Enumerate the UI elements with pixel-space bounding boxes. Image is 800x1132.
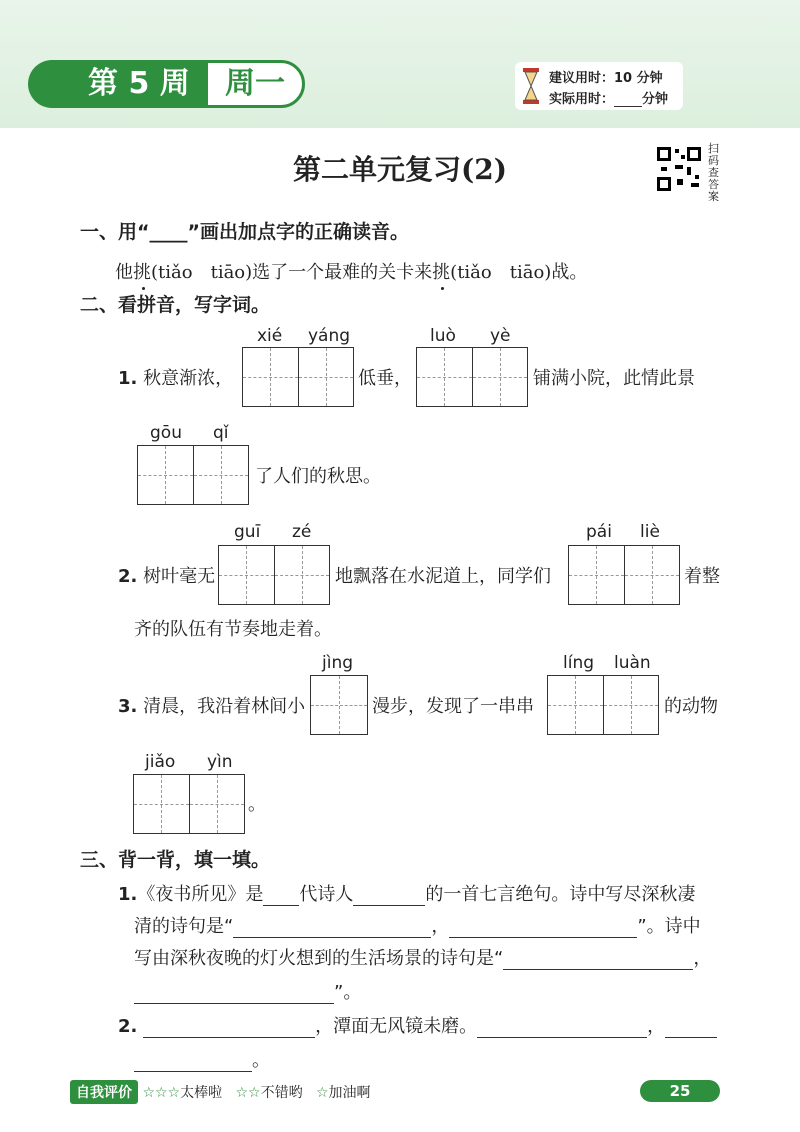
q3-text-c: 的动物 [664,696,718,717]
pinyin: luò [430,326,456,346]
q3-text-b: 漫步，发现了一串串 [372,696,534,717]
answer-blank[interactable] [143,1019,315,1038]
header-band [0,0,800,128]
writing-grid[interactable] [137,445,249,505]
week-label: 第 5 周 [28,60,218,108]
pinyin: líng [563,653,595,673]
writing-grid[interactable] [568,545,680,605]
answer-blank[interactable] [233,919,431,938]
answer-blank[interactable] [503,951,693,970]
pinyin: yè [490,326,511,346]
pinyin: jiǎo [145,752,176,772]
answer-blank[interactable] [134,1053,252,1072]
q3-text-a: 3. 清晨，我沿着林间小 [118,696,306,717]
q1-text-b: 低垂， [358,368,412,389]
q2-text-c: 着整 [684,566,720,587]
self-evaluation: 自我评价 ☆☆☆太棒啦 ☆☆不错哟 ☆加油啊 [70,1080,371,1104]
q2-text-b: 地飘落在水泥道上，同学们 [335,566,551,587]
answer-blank[interactable] [134,985,334,1004]
s3-q1-line1: 1.《夜书所见》是 代诗人 的一首七言绝句。诗中写尽深秋凄 [118,884,696,905]
pinyin: pái [586,522,612,542]
star-icon[interactable]: ☆☆ [235,1085,261,1101]
writing-grid[interactable] [547,675,659,735]
writing-grid[interactable] [133,774,245,834]
q2-text-a: 2. 树叶毫无 [118,566,216,587]
suggested-time: 建议用时：10 分钟 [549,71,663,86]
writing-grid[interactable] [218,545,330,605]
actual-time: 实际用时： 分钟 [549,92,669,107]
star-icon[interactable]: ☆ [315,1085,329,1101]
q2-text-d: 齐的队伍有节奏地走着。 [134,619,332,640]
section2-heading: 二、看拼音，写字词。 [80,294,271,316]
day-label: 周一 [205,60,305,108]
answer-blank[interactable] [665,1019,717,1038]
writing-grid[interactable] [416,347,528,407]
writing-grid[interactable] [242,347,354,407]
star-icon[interactable]: ☆☆☆ [142,1085,181,1101]
time-box [515,62,683,110]
q1-text-a: 1. 秋意渐浓， [118,368,234,389]
page-title: 第二单元复习(2) [293,153,507,186]
pinyin: liè [640,522,660,542]
pinyin: jìng [322,653,354,673]
hourglass-icon [523,68,539,104]
answer-blank[interactable] [477,1019,647,1038]
qr-label: 扫码查答案 [708,142,719,203]
answer-blank[interactable] [263,887,299,906]
section1-heading: 一、用“____”画出加点字的正确读音。 [80,221,409,243]
s3-q1-line3: 写由深秋夜晚的灯火想到的生活场景的诗句是“ ， [134,948,712,969]
pinyin: xié [257,326,283,346]
pinyin: qǐ [213,423,229,443]
s3-q2-line2: 。 [134,1046,270,1072]
pinyin: yáng [308,326,351,346]
answer-blank[interactable] [353,887,425,906]
q3-text-d: 。 [248,794,266,815]
s3-q1-line4: ”。 [134,978,361,1004]
qr-code-icon[interactable] [655,145,703,193]
q1-text-d: 了人们的秋思。 [255,466,381,487]
pinyin: zé [292,522,312,542]
page-number: 25 [640,1080,720,1102]
eval-label: 自我评价 [70,1080,138,1104]
section3-heading: 三、背一背，填一填。 [80,849,271,871]
dotted-char: 挑 [133,262,151,283]
pinyin: yìn [207,752,233,772]
writing-grid[interactable] [310,675,368,735]
s3-q1-line2: 清的诗句是“ ， ”。诗中 [134,916,701,937]
dotted-char: 挑 [432,262,451,283]
answer-blank[interactable] [449,919,637,938]
pinyin: guī [234,522,261,542]
pinyin: gōu [150,423,182,443]
s3-q2-line1: 2. ，潭面无风镜未磨。 ， [118,1012,717,1038]
section1-sentence: 他挑(tiǎo tiāo)选了一个最难的关卡来挑(tiǎo tiāo)战。 [115,262,588,283]
pinyin: luàn [614,653,651,673]
q1-text-c: 铺满小院，此情此景 [533,368,695,389]
